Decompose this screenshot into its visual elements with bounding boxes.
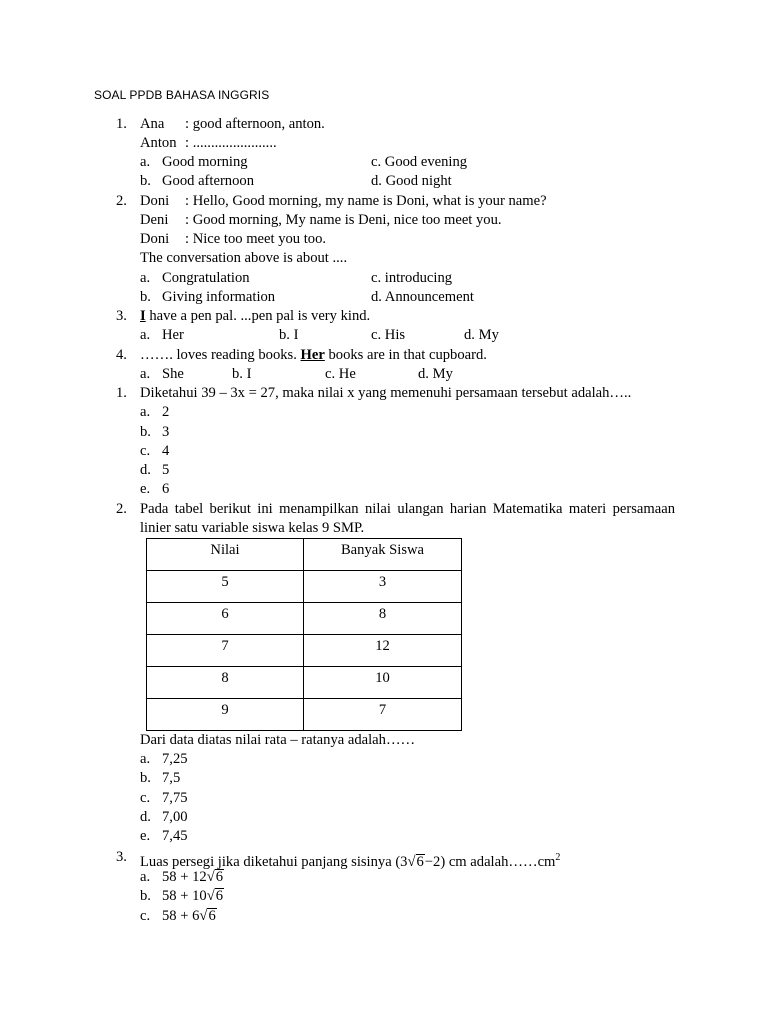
table-cell: 5 [147,571,304,603]
option-a: Her [162,327,184,343]
option-label: a. [140,327,151,343]
sqrt-icon: √ [407,853,416,870]
radicand: 6 [416,853,424,870]
emphasis-word: Her [300,347,325,363]
option-label: a. [140,154,151,170]
table-header: Banyak Siswa [304,539,462,571]
option-label: c. [140,908,151,924]
option-a: Good morning [162,154,248,170]
table-cell: 9 [147,699,304,731]
option-label: c. [140,790,151,806]
superscript: 2 [555,852,561,863]
dialogue-text: : Nice too meet you too. [185,231,327,247]
question-text-end: −2) cm adalah……cm [424,853,556,870]
question-number: 4. [116,347,127,363]
question-text-end: books are in that cupboard. [324,347,487,363]
option-c: c. Good evening [371,154,468,170]
question-number: 3. [116,308,127,324]
radicand: 6 [215,888,224,904]
option-label: e. [140,828,151,844]
option-c: c. introducing [371,270,453,286]
question-text: Dari data diatas nilai rata – ratanya adalah…… [140,732,416,748]
question-text-start: Luas persegi jika diketahui panjang sisinya (3 [140,853,408,870]
question-text [140,346,487,365]
table-cell: 12 [304,635,462,667]
option-prefix: 58 + 12 [162,869,207,885]
option-value: 7,25 [162,751,188,767]
option-a: She [162,366,184,382]
option-prefix: 58 + 6 [162,908,200,924]
option-label: a. [140,404,151,420]
table-cell: 7 [147,635,304,667]
sqrt-expression [199,907,216,926]
option-label: b. [140,770,151,786]
speaker: Doni [140,193,170,209]
option-value: 3 [162,424,170,440]
sqrt-icon: √ [199,908,208,924]
option-d: d. My [464,327,499,343]
speaker: Deni [140,212,169,228]
question-number: 2. [116,501,127,517]
option-d: d. Good night [371,173,452,189]
radicand: 6 [215,869,224,885]
question-text-start: ……. loves reading books. [140,347,301,363]
table-row [147,603,462,635]
speaker: Doni [140,231,170,247]
option-b: b. I [232,366,252,382]
option-b: Good afternoon [162,173,254,189]
option-d: d. My [418,366,453,382]
option-value: 6 [162,481,170,497]
option-c: c. He [325,366,356,382]
question-text: The conversation above is about .... [140,250,348,266]
option-b: Giving information [162,289,276,305]
option-label: b. [140,173,151,189]
sqrt-icon: √ [206,888,215,904]
option-label: c. [140,443,151,459]
option-label: a. [140,270,151,286]
option-value: 4 [162,443,170,459]
score-table [146,538,462,731]
option-label: b. [140,888,151,904]
question-text [140,848,561,870]
question-number: 3. [116,849,127,865]
option-label: b. [140,424,151,440]
sqrt-expression [207,887,224,906]
table-header-row [147,539,462,571]
option-label: d. [140,809,151,825]
question-text [140,307,370,326]
option-value [162,868,224,887]
table-cell: 3 [304,571,462,603]
option-prefix: 58 + 10 [162,888,207,904]
table-row [147,699,462,731]
speaker: Anton [140,135,177,151]
document-title: SOAL PPDB BAHASA INGGRIS [94,88,270,102]
option-label: b. [140,289,151,305]
option-label: e. [140,481,151,497]
table-row [147,635,462,667]
sqrt-expression [407,853,424,872]
dialogue-text: : Good morning, My name is Deni, nice too meet you. [185,212,502,228]
option-value: 7,00 [162,809,188,825]
option-value: 5 [162,462,170,478]
option-value [162,907,217,926]
radicand: 6 [208,908,216,924]
sqrt-icon: √ [206,869,215,885]
option-value [162,887,224,906]
question-number: 1. [116,116,127,132]
dialogue-text: : ....................... [185,135,277,151]
table-cell: 10 [304,667,462,699]
question-text-rest: have a pen pal. ...pen pal is very kind. [145,308,371,324]
dialogue-text: : Hello, Good morning, my name is Doni, what is your name? [185,193,547,209]
option-value: 7,5 [162,770,181,786]
question-text: Diketahui 39 – 3x = 27, maka nilai x yang memenuhi persamaan tersebut adalah….. [140,385,632,401]
table-cell: 7 [304,699,462,731]
question-number: 1. [116,385,127,401]
option-value: 7,75 [162,790,188,806]
question-number: 2. [116,193,127,209]
table-row [147,571,462,603]
sqrt-expression [207,868,224,887]
table-cell: 6 [147,603,304,635]
option-b: b. I [279,327,299,343]
option-label: d. [140,462,151,478]
option-value: 7,45 [162,828,188,844]
question-text: Pada tabel berikut ini menampilkan nilai ulangan harian Matematika materi persamaan linier satu variable siswa kelas 9 SMP. [140,501,675,536]
table-cell: 8 [304,603,462,635]
dialogue-text: : good afternoon, anton. [185,116,325,132]
table-cell: 8 [147,667,304,699]
table-header: Nilai [147,539,304,571]
option-a: Congratulation [162,270,250,286]
option-c: c. His [371,327,406,343]
emphasis-word: I [140,308,146,324]
option-d: d. Announcement [371,289,474,305]
option-label: a. [140,366,151,382]
option-label: a. [140,751,151,767]
speaker: Ana [140,116,165,132]
option-value: 2 [162,404,170,420]
table-row [147,667,462,699]
option-label: a. [140,869,151,885]
